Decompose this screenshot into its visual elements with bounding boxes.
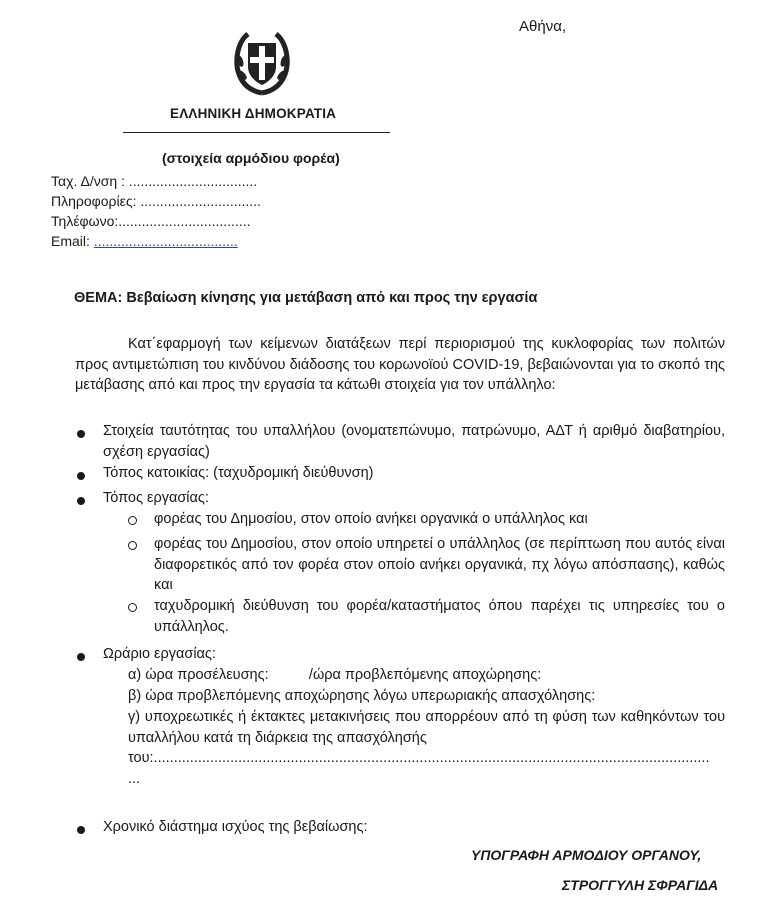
bullet-icon [77,430,85,438]
workplace-sub-item: ταχυδρομική διεύθυνση του φορέα/καταστήματος όπου παρέχει τις υπηρεσίες του ο υπάλληλος. [154,598,725,635]
sub-bullet-icon [128,541,137,550]
workplace-item: Τόπος εργασίας: [103,490,209,506]
bullet-icon [77,653,85,661]
bullet-icon [77,826,85,834]
email-label: Email: [51,233,90,249]
identity-item: Στοιχεία ταυτότητας του υπαλλήλου (ονοματεπώνυμο, πατρώνυμο, ΑΔΤ ή αριθμό διαβατηρίου, σχέση εργασίας) [103,423,725,460]
residence-item: Τόπος κατοικίας: (ταχυδρομική διεύθυνση) [103,465,374,481]
city-date-line: Αθήνα, [519,18,567,35]
schedule-trips: γ) υποχρεωτικές ή έκτακτες μετακινήσεις που απορρέουν από τη φύση των καθηκόντων του υπαλλήλου κατά τη διάρκεια της απασχόλησής [128,709,725,746]
header-divider [123,132,390,133]
seal-line: ΣΤΡΟΓΓΥΛΗ ΣΦΡΑΓΙΔΑ [562,877,719,893]
sub-bullet-icon [128,603,137,612]
schedule-overtime: β) ώρα προβλεπόμενης αποχώρησης λόγω υπερωριακής απασχόλησης: [128,688,596,704]
schedule-item: Ωράριο εργασίας: [103,646,216,662]
schedule-trips-more: ... [128,771,141,787]
email-link[interactable]: ..................................... [93,233,238,249]
subject-line: ΘΕΜΑ: Βεβαίωση κίνησης για μετάβαση από και προς την εργασία [74,290,538,306]
authority-details-heading: (στοιχεία αρμόδιου φορέα) [162,150,340,166]
sub-bullet-icon [128,516,137,525]
republic-title: ΕΛΛΗΝΙΚΗ ΔΗΜΟΚΡΑΤΙΑ [170,106,337,121]
workplace-sub-item: φορέας του Δημοσίου, στον οποίο ανήκει οργανικά ο υπάλληλος και [154,511,588,527]
info-field: Πληροφορίες: ............................... [51,193,261,209]
workplace-sub-item: φορέας του Δημοσίου, στον οποίο υπηρετεί ο υπάλληλος (σε περίπτωση που αυτός είναι διαφορετικός από τον φορέα στον οποίο ανήκει οργανικά, πχ λόγω απόσπασης), καθώς και [154,536,725,593]
address-field: Ταχ. Δ/νση : ................................. [51,173,258,189]
validity-item: Χρονικό διάστημα ισχύος της βεβαίωσης: [103,819,368,835]
greek-emblem-icon [232,31,292,97]
phone-field: Τηλέφωνο:.................................. [51,213,251,229]
signature-line: ΥΠΟΓΡΑΦΗ ΑΡΜΟΔΙΟΥ ΟΡΓΑΝΟΥ, [471,847,702,863]
schedule-trips-dots: του:.......................................................................................................................................... [128,750,710,766]
email-field [51,232,238,250]
intro-paragraph: Κατ΄εφαρμογή των κείμενων διατάξεων περί περιορισμού της κυκλοφορίας των πολιτών προς αντιμετώπιση του κινδύνου διάδοσης του κορωνοϊού COVID-19, βεβαιώνονται για το σκοπό της μετάβασης από και προς την εργασία τα κάτωθι στοιχεία για τον υπάλληλο: [75,336,725,393]
bullet-icon [77,472,85,480]
schedule-arrival: α) ώρα προσέλευσης: /ώρα προβλεπόμενης αποχώρησης: [128,667,542,683]
bullet-icon [77,497,85,505]
